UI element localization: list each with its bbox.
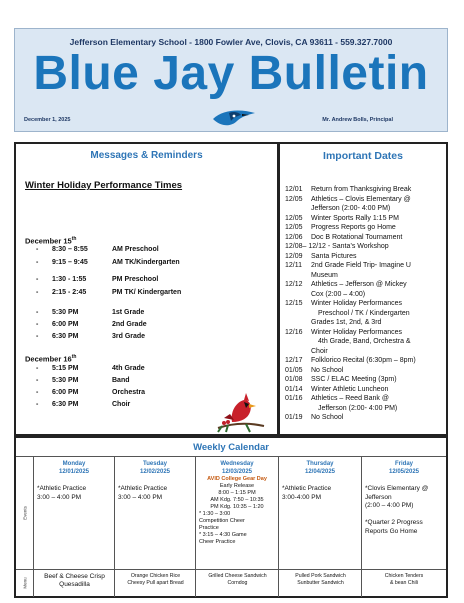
date-item: 01/14 Winter Athletic Luncheon (285, 385, 389, 393)
date-item-continued: Preschool / TK / Kindergarten (318, 309, 410, 317)
date-item: 12/09 Santa Pictures (285, 252, 357, 260)
day-date: 12/05/2025 (388, 468, 420, 475)
day-name: Thursday (306, 461, 334, 467)
messages-section (14, 142, 279, 436)
bulletin-page (14, 28, 448, 598)
performance-row: - 6:30 PM Choir (36, 401, 131, 408)
performance-row: - 6:00 PM 2nd Grade (36, 321, 147, 328)
cardinal-icon (216, 392, 266, 434)
school-address: Jefferson Elementary School - 1800 Fowler Ave, Clovis, CA 93611 - 559.327.7000 (69, 37, 393, 47)
highlight-event: AVID College Gear Day (207, 476, 267, 482)
date-item: 01/08 SSC / ELAC Meeting (3pm) (285, 376, 397, 383)
performance-row: - 8:30 – 8:55 AM Preschool (36, 246, 159, 253)
day-events: *Athletic Practice 3:00-4:00 PM (282, 485, 332, 501)
date-item-continued: Grades 1st, 2nd, & 3rd (311, 319, 382, 326)
day-events: *Clovis Elementary @ Jefferson (2:00 – 4:00 PM) *Quarter 2 Progress Reports Go Home (365, 485, 429, 535)
performance-row: - 5:30 PM Band (36, 377, 130, 384)
date-item: 01/16 Athletics – Reed Bank @ (285, 395, 389, 402)
performance-day-heading: December 16th (25, 354, 77, 364)
performance-row: - 1:30 - 1:55 PM Preschool (36, 276, 159, 283)
date-item: 01/05 No School (285, 366, 344, 374)
date-item: 12/12 Athletics – Jefferson @ Mickey (285, 281, 407, 288)
issue-date: December 1, 2025 (24, 117, 71, 123)
date-item-continued: 4th Grade, Band, Orchestra & (318, 338, 411, 345)
date-item: 12/06 Doc B Rotational Tournament (285, 233, 403, 241)
menu-divider (16, 569, 446, 570)
bulletin-title: Blue Jay Bulletin (33, 47, 429, 100)
messages-title: Messages & Reminders (90, 150, 203, 161)
events-row-label: Events (16, 457, 34, 569)
date-item: 12/15 Winter Holiday Performances (285, 300, 403, 307)
weekly-calendar-title: Weekly Calendar (193, 442, 269, 453)
menu-thursday: Pulled Pork Sandwich Sunbutter Sandwich (295, 573, 346, 586)
performance-row: - 5:30 PM 1st Grade (36, 309, 145, 316)
calendar-grid (16, 456, 446, 596)
date-item: 01/19 No School (285, 414, 344, 421)
day-name: Friday (394, 461, 413, 467)
blue-jay-logo-icon (211, 107, 257, 129)
principal-name: Mr. Andrew Bolls, Principal (322, 117, 393, 123)
day-date: 12/02/2025 (139, 468, 171, 475)
menu-wednesday: Grilled Cheese Sandwich Corndog (208, 573, 267, 586)
weekly-calendar (14, 436, 448, 598)
date-item: 12/05 Winter Sports Rally 1:15 PM (285, 214, 399, 222)
date-item-continued: Choir (311, 347, 328, 355)
masthead (14, 28, 448, 132)
day-name: Wednesday (220, 461, 254, 467)
date-item-continued: Jefferson (2:00- 4:00 PM) (318, 404, 398, 412)
menu-tuesday: Orange Chicken Rice Cheesy Pull apart Bread (127, 573, 184, 586)
day-date: 12/01/2025 (58, 468, 90, 475)
date-item: 12/11 2nd Grade Field Trip- Imagine U (285, 262, 411, 269)
menu-friday: Chicken Tenders & bean Chili (384, 573, 424, 586)
day-date: 12/03/2025 (221, 468, 253, 475)
performance-row: - 2:15 - 2:45 PM TK/ Kindergarten (36, 289, 182, 296)
performance-row: - 9:15 – 9:45 AM TK/Kindergarten (36, 259, 180, 266)
menu-monday: Beef & Cheese Crisp Quesadilla (44, 573, 105, 588)
performance-day-heading: December 15th (25, 236, 77, 246)
date-item: 12/17 Folklorico Recital (6:30pm – 8pm) (285, 357, 416, 364)
date-item: 12/01 Return from Thanksgiving Break (285, 186, 412, 193)
date-item: 12/08– 12/12 - Santa’s Workshop (285, 243, 389, 250)
day-name: Monday (62, 461, 86, 467)
day-date: 12/04/2025 (304, 468, 336, 475)
menu-row-label: Menu (16, 569, 34, 597)
performance-row: - 6:00 PM Orchestra (36, 389, 146, 396)
day-events: *Athletic Practice 3:00 – 4:00 PM (118, 485, 168, 501)
messages-subtitle: Winter Holiday Performance Times (25, 180, 183, 191)
date-item: 12/05 Progress Reports go Home (285, 224, 396, 231)
day-events: AVID College Gear Day Early Release 8:00 – 1:15 PM AM Kdg. 7:50 – 10:35 PM Kdg. 10:35 – 1:20 * 1:30 – 3:00 Competition Cheer Practice * 3:15 – 4:30 Game Cheer Practice (199, 476, 275, 546)
important-dates-section (279, 142, 448, 436)
date-item: 12/05 Athletics – Clovis Elementary @ (285, 195, 411, 203)
performance-row: - 6:30 PM 3rd Grade (36, 333, 146, 340)
date-item-continued: Jefferson (2:00- 4:00 PM) (311, 205, 391, 212)
day-name: Tuesday (143, 461, 167, 467)
date-item-continued: Cox (2:00 – 4:00) (311, 290, 366, 298)
date-item-continued: Museum (311, 271, 338, 279)
day-events: *Athletic Practice 3:00 – 4:00 PM (37, 485, 87, 501)
performance-row: - 5:15 PM 4th Grade (36, 365, 145, 372)
date-item: 12/16 Winter Holiday Performances (285, 328, 403, 336)
important-dates-title: Important Dates (323, 150, 403, 162)
